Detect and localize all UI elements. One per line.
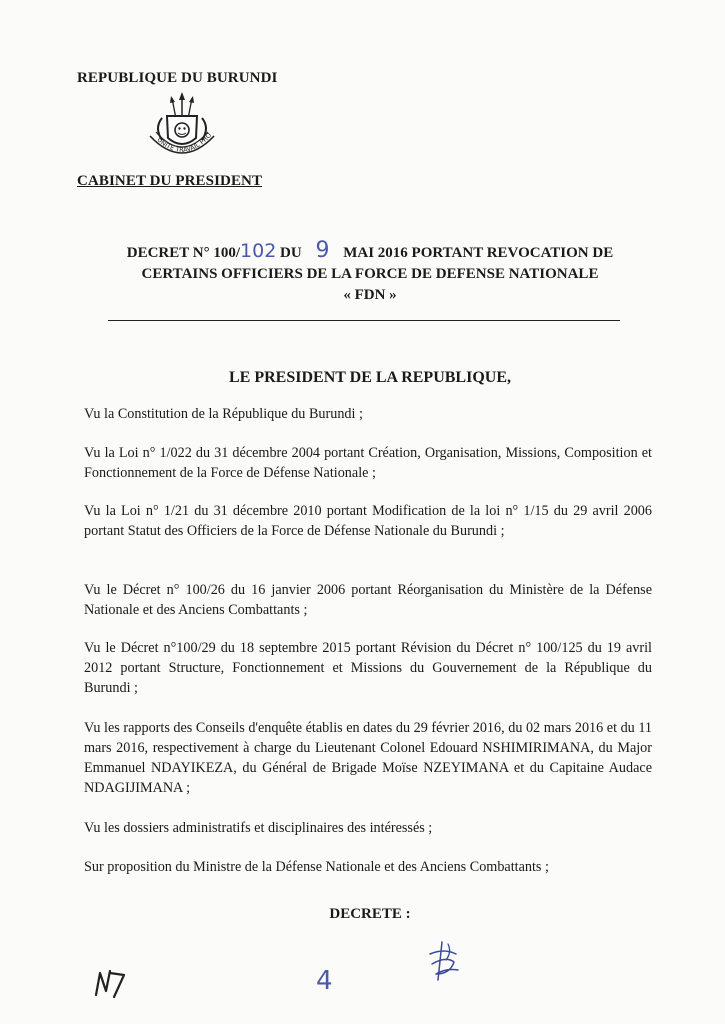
handwritten-decree-number: 102 [240,240,277,262]
visa-paragraph: Sur proposition du Ministre de la Défense Nationale et des Anciens Combattants ; [84,859,549,875]
decree-title-line2: CERTAINS OFFICIERS DE LA FORCE DE DEFENSE NATIONALE [141,266,599,282]
decree-title-line3: « FDN » [343,287,397,303]
decree-prefix: DECRET N° 100/ [126,245,241,261]
handwritten-signature-mark [424,940,464,984]
handwritten-page-number: 4 [316,966,333,996]
national-emblem [129,86,232,172]
visa-paragraph: Vu la Constitution de la République du Burundi ; [84,406,363,422]
decrete-heading: DECRETE : [329,906,411,922]
decree-title-line1 [60,238,680,263]
visa-paragraph: Vu la Loi n° 1/21 du 31 décembre 2010 portant Modification de la loi n° 1/15 du 29 avril 2006 portant Statut des Officiers de la Force de Défense Nationale du Burundi ; [84,503,652,539]
visa-paragraph: Vu les rapports des Conseils d'enquête établis en dates du 29 février 2016, du 02 mars 2016 et du 11 mars 2016, respectivement à charge du Lieutenant Colonel Edouard NSHIMIRIMANA, du Major Emmanuel NDAYIKEZA, du Général de Brigade Moïse NZEYIMANA et du Capitaine Audace NDAGIJIMANA ; [84,720,652,796]
decree-du: DU [280,245,302,261]
country-name: REPUBLIQUE DU BURUNDI [77,70,278,86]
visa-paragraph: Vu la Loi n° 1/022 du 31 décembre 2004 portant Création, Organisation, Missions, Composition et Fonctionnement de la Force de Défense Nationale ; [84,445,652,481]
office-name: CABINET DU PRESIDENT [77,173,263,189]
visa-paragraph: Vu le Décret n°100/29 du 18 septembre 2015 portant Révision du Décret n° 100/125 du 19 avril 2012 portant Structure, Fonctionnement et Missions du Gouvernement de la République du Burundi ; [84,640,652,696]
visa-paragraph: Vu le Décret n° 100/26 du 16 janvier 2006 portant Réorganisation du Ministère de la Défense Nationale et des Anciens Combattants ; [84,582,652,618]
emblem-seal-icon [129,86,232,172]
president-heading: LE PRESIDENT DE LA REPUBLIQUE, [229,369,511,386]
title-divider [108,320,620,321]
visa-paragraph: Vu les dossiers administratifs et disciplinaires des intéressés ; [84,820,433,836]
handwritten-initials-mark [90,965,130,1001]
decree-title-rest: MAI 2016 PORTANT REVOCATION DE [343,245,614,261]
handwritten-day: 9 [315,238,330,263]
emblem-motto: UNITE TRAVAIL PROGRES [129,86,214,155]
